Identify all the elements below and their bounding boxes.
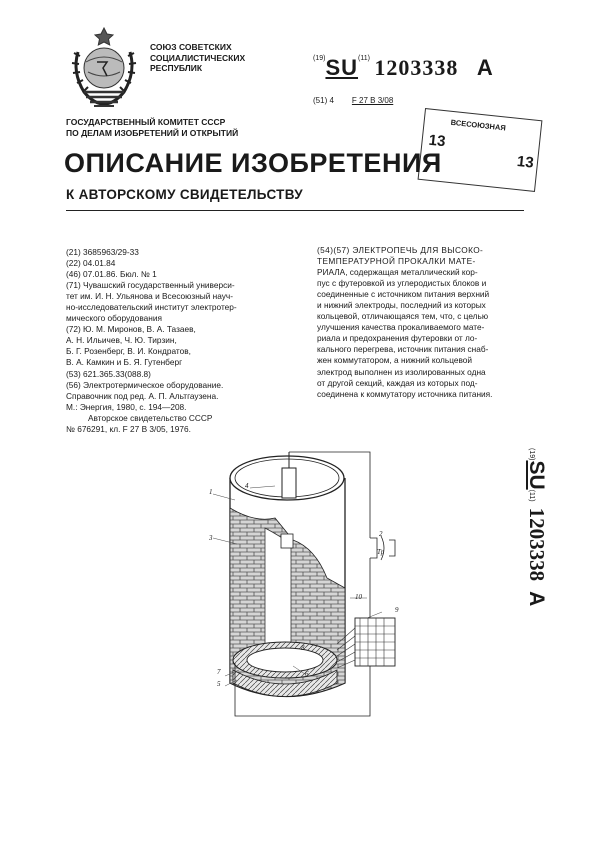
side-country-code: SU [525, 460, 548, 490]
abstract-line: соединена к коммутатору источника питания. [317, 388, 493, 399]
biblio-line: (53) 621.365.33(088.8) [66, 368, 151, 379]
biblio-line: Справочник под ред. А. П. Альтгаузена. [66, 390, 219, 401]
label-9: 9 [395, 606, 399, 614]
side-code-11: (11) [528, 489, 535, 502]
ussr-emblem [64, 22, 144, 112]
biblio-line: № 676291, кл. F 27 B 3/05, 1976. [66, 423, 191, 434]
biblio-line: (46) 07.01.86. Бюл. № 1 [66, 269, 157, 280]
committee-name [66, 117, 238, 138]
abstract-line: кольцевой, отличающаяся тем, что, с целью [317, 311, 489, 322]
biblio-line: В. А. Камкин и Б. Я. Гутенберг [66, 357, 183, 368]
label-1: 1 [209, 488, 213, 496]
biblio-line: но-исследовательский институт электротер- [66, 302, 237, 313]
label-3: 3 [209, 534, 213, 542]
biblio-line: (72) Ю. М. Миронов, В. А. Тазаев, [66, 324, 196, 335]
stamp-num-left: 13 [427, 131, 447, 151]
document-title: ОПИСАНИЕ ИЗОБРЕТЕНИЯ [64, 148, 442, 178]
abstract-line: пус с футеровкой из углеродистых блоков и [317, 278, 487, 289]
abstract-line: и нижний электроды, последний из которых [317, 300, 486, 311]
biblio-line: мического оборудования [66, 313, 162, 324]
org-line-1: СОЮЗ СОВЕТСКИХ [150, 42, 232, 52]
abstract-line: (54)(57) ЭЛЕКТРОПЕЧЬ ДЛЯ ВЫСОКО- [317, 245, 484, 255]
stamp-num-right: 13 [516, 152, 535, 172]
side-publication-number [508, 448, 558, 748]
stamp-text: ВСЕСОЮЗНАЯ [450, 117, 507, 133]
biblio-line: тет им. И. Н. Ульянова и Всесоюзный науч- [66, 291, 234, 302]
furnace-figure [205, 448, 440, 733]
label-6: 6 [305, 670, 309, 678]
label-4: 4 [245, 482, 249, 490]
side-code-19: (19) [528, 448, 535, 461]
abstract-line: риала и предохранения футеровки от ло- [317, 333, 478, 344]
abstract-line: ТЕМПЕРАТУРНОЙ ПРОКАЛКИ МАТЕ- [317, 256, 476, 267]
abstract [317, 245, 530, 400]
code-19: (19) [313, 55, 326, 62]
biblio-line: (56) Электротермическое оборудование. [66, 379, 224, 390]
label-7: 7 [217, 668, 221, 676]
biblio-line: (22) 04.01.84 [66, 258, 116, 269]
label-2: 2 [379, 530, 383, 538]
label-transformer: Тр [377, 548, 385, 556]
publication-number [313, 55, 493, 81]
side-patent-number: 1203338 [525, 507, 549, 582]
ipc-value: F 27 B 3/08 [351, 96, 394, 105]
abstract-line: улучшения качества прокаливаемого мате- [317, 322, 485, 333]
code-11: (11) [358, 55, 370, 62]
header-rule [66, 210, 524, 211]
label-5: 5 [217, 680, 221, 688]
committee-line-1: ГОСУДАРСТВЕННЫЙ КОМИТЕТ СССР [66, 117, 226, 127]
country-code: SU [325, 55, 359, 80]
committee-line-2: ПО ДЕЛАМ ИЗОБРЕТЕНИЙ И ОТКРЫТИЙ [66, 127, 239, 138]
org-line-3: РЕСПУБЛИК [150, 63, 203, 73]
org-name [150, 42, 245, 74]
patent-number: 1203338 [374, 55, 459, 80]
biblio-line: (21) 3685963/29-33 [66, 247, 139, 257]
abstract-line: от другой секций, каждая из которых под- [317, 377, 478, 388]
label-8: 8 [301, 644, 305, 652]
biblio-line: А. Н. Ильичев, Ч. Ю. Тирзин, [66, 335, 177, 346]
abstract-line: РИАЛА, содержащая металлический кор- [317, 267, 478, 278]
org-line-2: СОЦИАЛИСТИЧЕСКИХ [150, 52, 246, 63]
biblio-line: Авторское свидетельство СССР [88, 412, 213, 423]
abstract-line: кального перегрева, источник питания снаб- [317, 344, 489, 355]
furnace-drawing [205, 448, 440, 733]
abstract-line: электрод выполнен из изолированных одна [317, 366, 486, 377]
document-subtitle: К АВТОРСКОМУ СВИДЕТЕЛЬСТВУ [66, 187, 303, 202]
kind-code: A [476, 55, 493, 80]
bibliographic-data [66, 247, 306, 435]
biblio-line: (71) Чувашский государственный универси- [66, 280, 235, 291]
biblio-line: М.: Энергия, 1980, с. 194—208. [66, 401, 187, 412]
abstract-line: соединенные с источником питания верхний [317, 289, 490, 300]
ipc-classification [313, 96, 393, 105]
ipc-label: (51) 4 [313, 96, 334, 105]
label-10: 10 [355, 593, 362, 601]
abstract-line: жен коммутатором, а нижний кольцевой [317, 355, 473, 366]
biblio-line: Б. Г. Розенберг, В. И. Кондратов, [66, 346, 191, 357]
side-kind-code: A [525, 591, 548, 607]
